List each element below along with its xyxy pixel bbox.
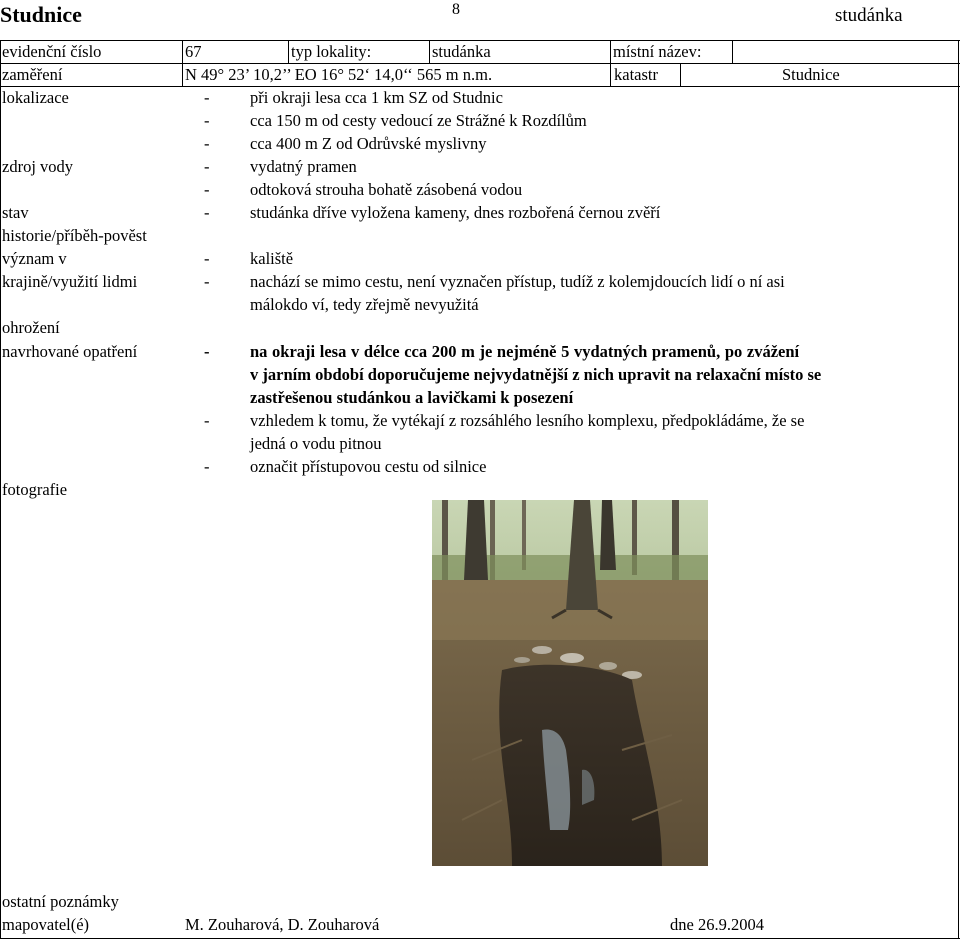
lokalizace-label: lokalizace — [2, 88, 69, 107]
vyznam-item-cont: málokdo ví, tedy zřejmě nevyužitá — [250, 295, 479, 314]
list-dash: - — [204, 411, 210, 430]
opatreni-item-cont: zastřešenou studánkou a lavičkami k posezení — [250, 388, 574, 407]
typ-lokality-value: studánka — [432, 42, 491, 61]
historie-label: historie/příběh-pověst — [2, 226, 147, 245]
opatreni-item: označit přístupovou cestu od silnice — [250, 457, 487, 476]
ohrozeni-label: ohrožení — [2, 318, 60, 337]
zamereni-label: zaměření — [2, 65, 63, 84]
page-number: 8 — [452, 1, 460, 18]
list-dash: - — [204, 249, 210, 268]
list-dash: - — [204, 157, 210, 176]
list-dash: - — [204, 203, 210, 222]
list-dash: - — [204, 134, 210, 153]
type-label: studánka — [835, 5, 903, 26]
zdroj-vody-label: zdroj vody — [2, 157, 74, 176]
evidencni-cislo-value: 67 — [185, 42, 202, 61]
col-divider — [610, 40, 611, 86]
col-divider — [680, 63, 681, 86]
page-title: Studnice — [0, 2, 82, 27]
opatreni-item: na okraji lesa v délce cca 200 m je nejméně 5 vydatných pramenů, po zvážení — [250, 342, 800, 361]
dne-label: dne — [670, 915, 694, 934]
table-left-border — [0, 40, 1, 938]
col-divider — [182, 40, 183, 86]
date-value: 26.9.2004 — [698, 915, 764, 934]
opatreni-label: navrhované opatření — [2, 342, 138, 361]
fotografie-label: fotografie — [2, 480, 68, 499]
zamereni-coords: N 49° 23’ 10,2’’ EO 16° 52‘ 14,0‘‘ 565 m n.m. — [185, 65, 493, 84]
list-dash: - — [204, 457, 210, 476]
lokalizace-item: cca 400 m Z od Odrůvské myslivny — [250, 134, 487, 153]
poznamky-label: ostatní poznámky — [2, 892, 119, 911]
vyznam-item: kaliště — [250, 249, 294, 268]
zdroj-vody-item: odtoková strouha bohatě zásobená vodou — [250, 180, 523, 199]
mapovatel-label: mapovatel(é) — [2, 915, 90, 934]
list-dash: - — [204, 180, 210, 199]
vyznam-label-line1: význam v — [2, 249, 67, 268]
row-divider — [0, 86, 960, 87]
vyznam-label-line2: krajině/využití lidmi — [2, 272, 138, 291]
vyznam-item: nachází se mimo cestu, není vyznačen přístup, tudíž z kolemjdoucích lidí o ní asi — [250, 272, 785, 291]
col-divider — [732, 40, 733, 63]
mistni-nazev-label: místní název: — [613, 42, 702, 61]
list-dash: - — [204, 88, 210, 107]
katastr-value: Studnice — [782, 65, 840, 84]
col-divider — [429, 40, 430, 63]
row-divider — [0, 63, 960, 64]
list-dash: - — [204, 111, 210, 130]
table-top-border — [0, 40, 960, 41]
opatreni-item-cont: jedná o vodu pitnou — [250, 434, 382, 453]
lokalizace-item: cca 150 m od cesty vedoucí ze Strážné k Rozdílům — [250, 111, 587, 130]
list-dash: - — [204, 342, 210, 361]
typ-lokality-label: typ lokality: — [291, 42, 372, 61]
stav-label: stav — [2, 203, 29, 222]
lokalizace-item: při okraji lesa cca 1 km SZ od Studnic — [250, 88, 503, 107]
mapovatel-value: M. Zouharová, D. Zouharová — [185, 915, 380, 934]
forest-spring-photo — [432, 500, 708, 866]
opatreni-item: vzhledem k tomu, že vytékají z rozsáhlého lesního komplexu, předpokládáme, že se — [250, 411, 805, 430]
list-dash: - — [204, 272, 210, 291]
col-divider — [288, 40, 289, 63]
katastr-label: katastr — [614, 65, 658, 84]
opatreni-item-cont: v jarním období doporučujeme nejvydatnější z nich upravit na relaxační místo se — [250, 365, 822, 384]
stav-item: studánka dříve vyložena kameny, dnes rozbořená černou zvěří — [250, 203, 661, 222]
evidencni-cislo-label: evidenční číslo — [2, 42, 102, 61]
zdroj-vody-item: vydatný pramen — [250, 157, 357, 176]
table-right-border — [958, 40, 959, 938]
